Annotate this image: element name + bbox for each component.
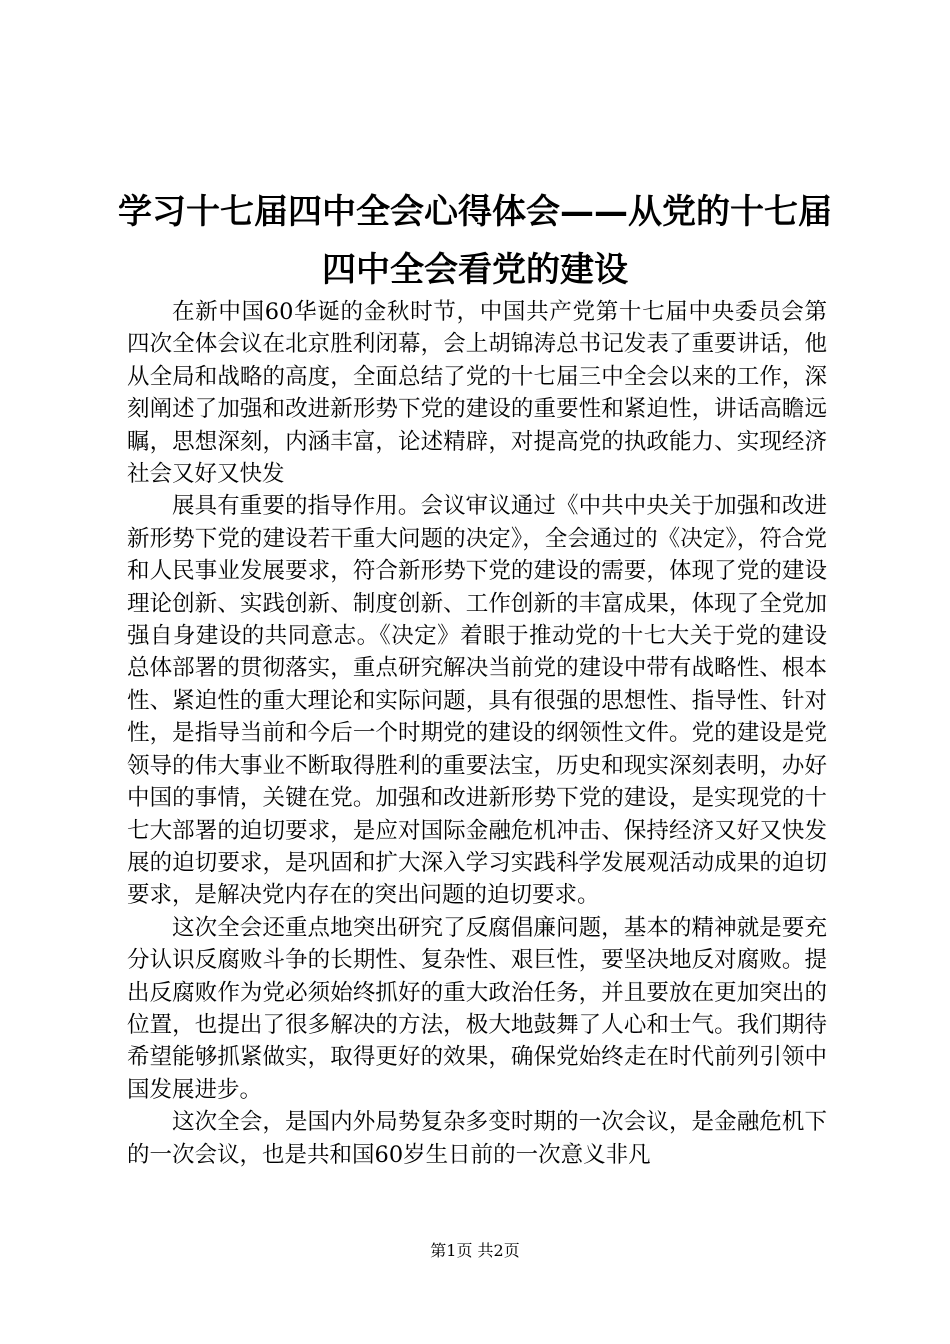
paragraph-3: 这次全会还重点地突出研究了反腐倡廉问题，基本的精神就是要充分认识反腐败斗争的长期性、复杂性、艰巨性，要坚决地反对腐败。提出反腐败作为党必须始终抓好的重大政治任务，并且要放在更加突出的位置，也提出了很多解决的方法，极大地鼓舞了人心和士气。我们期待希望能够抓紧做实，取得更好的效果，确保党始终走在时代前列引领中国发展进步。 [127, 914, 827, 1103]
paragraph-1: 在新中国60华诞的金秋时节，中国共产党第十七届中央委员会第四次全体会议在北京胜利闭幕，会上胡锦涛总书记发表了重要讲话，他从全局和战略的高度，全面总结了党的十七届三中全会以来的工作，深刻阐述了加强和改进新形势下党的建设的重要性和紧迫性，讲话高瞻远瞩，思想深刻，内涵丰富，论述精辟，对提高党的执政能力、实现经济社会又好又快发 [127, 299, 827, 488]
paragraph-2: 展具有重要的指导作用。会议审议通过《中共中央关于加强和改进新形势下党的建设若干重大问题的决定》，全会通过的《决定》，符合党和人民事业发展要求，符合新形势下党的建设的需要，体现了党的建设理论创新、实践创新、制度创新、工作创新的丰富成果，体现了全党加强自身建设的共同意志。《决定》着眼于推动党的十七大关于党的建设总体部署的贯彻落实，重点研究解决当前党的建设中带有战略性、根本性、紧迫性的重大理论和实际问题，具有很强的思想性、指导性、针对性，是指导当前和今后一个时期党的建设的纲领性文件。党的建设是党领导的伟大事业不断取得胜利的重要法宝，历史和现实深刻表明，办好中国的事情，关键在党。加强和改进新形势下党的建设，是实现党的十七大部署的迫切要求，是应对国际金融危机冲击、保持经济又好又快发展的迫切要求，是巩固和扩大深入学习实践科学发展观活动成果的迫切要求，是解决党内存在的突出问题的迫切要求。 [127, 493, 827, 909]
document-title: 学习十七届四中全会心得体会——从党的十七届四中全会看党的建设 [118, 192, 832, 290]
paragraph-4: 这次全会，是国内外局势复杂多变时期的一次会议，是金融危机下的一次会议，也是共和国60岁生日前的一次意义非凡 [127, 1109, 827, 1168]
page-number-footer: 第1页 共2页 [430, 1241, 520, 1260]
document-body [127, 296, 827, 1171]
